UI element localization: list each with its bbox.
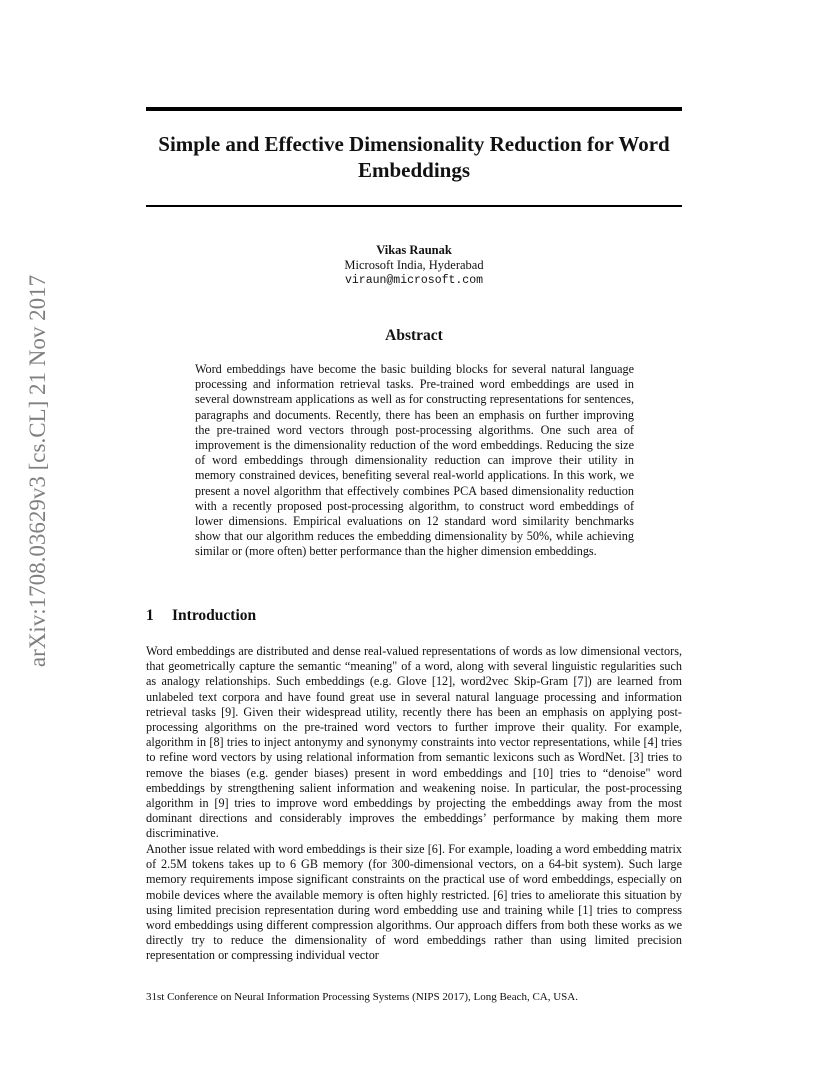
title-bottom-rule [146, 205, 682, 207]
introduction-paragraph-1: Word embeddings are distributed and dense real-valued representations of words as low dimensional vectors, that geometrically capture the semantic “meaning" of a word, along with several linguistic regularities such as analogy relationships. Such embeddings (e.g. Glove [12], word2vec Skip-Gram [7]) are learned from unlabeled text corpora and have found great use in several natural language processing and information retrieval tasks [9]. Given their widespread utility, recently there has been an emphasis on applying post-processing algorithms on the pre-trained word vectors to further improve their quality. For example, algorithm in [8] tries to inject antonymy and synonymy constraints into vector representations, while [4] tries to refine word vectors by using relational information from semantic lexicons such as WordNet. [3] tries to remove the biases (e.g. gender biases) present in word embeddings and [10] tries to “denoise" word embeddings by strengthening salient information and weakening noise. In particular, the post-processing algorithm in [9] tries to improve word embeddings by projecting the embeddings away from the most dominant directions and considerably improves the embeddings’ performance by making them more discriminative. [146, 644, 682, 841]
author-block [146, 243, 682, 288]
section-title: Introduction [172, 607, 257, 624]
section-number: 1 [146, 607, 154, 624]
paper-title: Simple and Effective Dimensionality Reduction for Word Embeddings [158, 132, 670, 182]
introduction-paragraph-2: Another issue related with word embeddings is their size [6]. For example, loading a word embedding matrix of 2.5M tokens takes up to 6 GB memory (for 300-dimensional vectors, on a 64-bit system). Such large memory requirements impose significant constraints on the practical use of word embeddings, especially on mobile devices where the available memory is often highly restricted. [6] tries to ameliorate this situation by using limited precision representation during word embedding use and training while [1] tries to compress word embeddings using different compression algorithms. Our approach differs from both these works as we directly try to reduce the dimensionality of word embeddings rather than using limited precision representation or compressing individual vector [146, 842, 682, 963]
author-name: Vikas Raunak [376, 243, 452, 257]
abstract-heading: Abstract [385, 327, 443, 344]
section-heading-introduction [146, 606, 256, 626]
abstract-text: Word embeddings have become the basic building blocks for several natural language processing and information retrieval tasks. Pre-trained word embeddings are used in several downstream applications as well as for constructing representations for sentences, paragraphs and documents. Recently, there has been an emphasis on further improving the pre-trained word vectors through post-processing algorithms. One such area of improvement is the dimensionality reduction of the word embeddings. Reducing the size of word embeddings through dimensionality reduction can improve their utility in memory constrained devices, benefiting several real-world applications. In this work, we present a novel algorithm that effectively combines PCA based dimensionality reduction with a recently proposed post-processing algorithm, to construct word embeddings of lower dimensions. Empirical evaluations on 12 standard word similarity benchmarks show that our algorithm reduces the embedding dimensionality by 50%, while achieving similar or (more often) better performance than the higher dimension embeddings. [195, 362, 634, 559]
author-affiliation: Microsoft India, Hyderabad [344, 258, 484, 272]
arxiv-identifier-stamp: arXiv:1708.03629v3 [cs.CL] 21 Nov 2017 [25, 274, 50, 668]
conference-footnote: 31st Conference on Neural Information Processing Systems (NIPS 2017), Long Beach, CA, USA. [146, 991, 578, 1003]
title-top-rule [146, 107, 682, 111]
author-email: viraun@microsoft.com [344, 274, 484, 287]
